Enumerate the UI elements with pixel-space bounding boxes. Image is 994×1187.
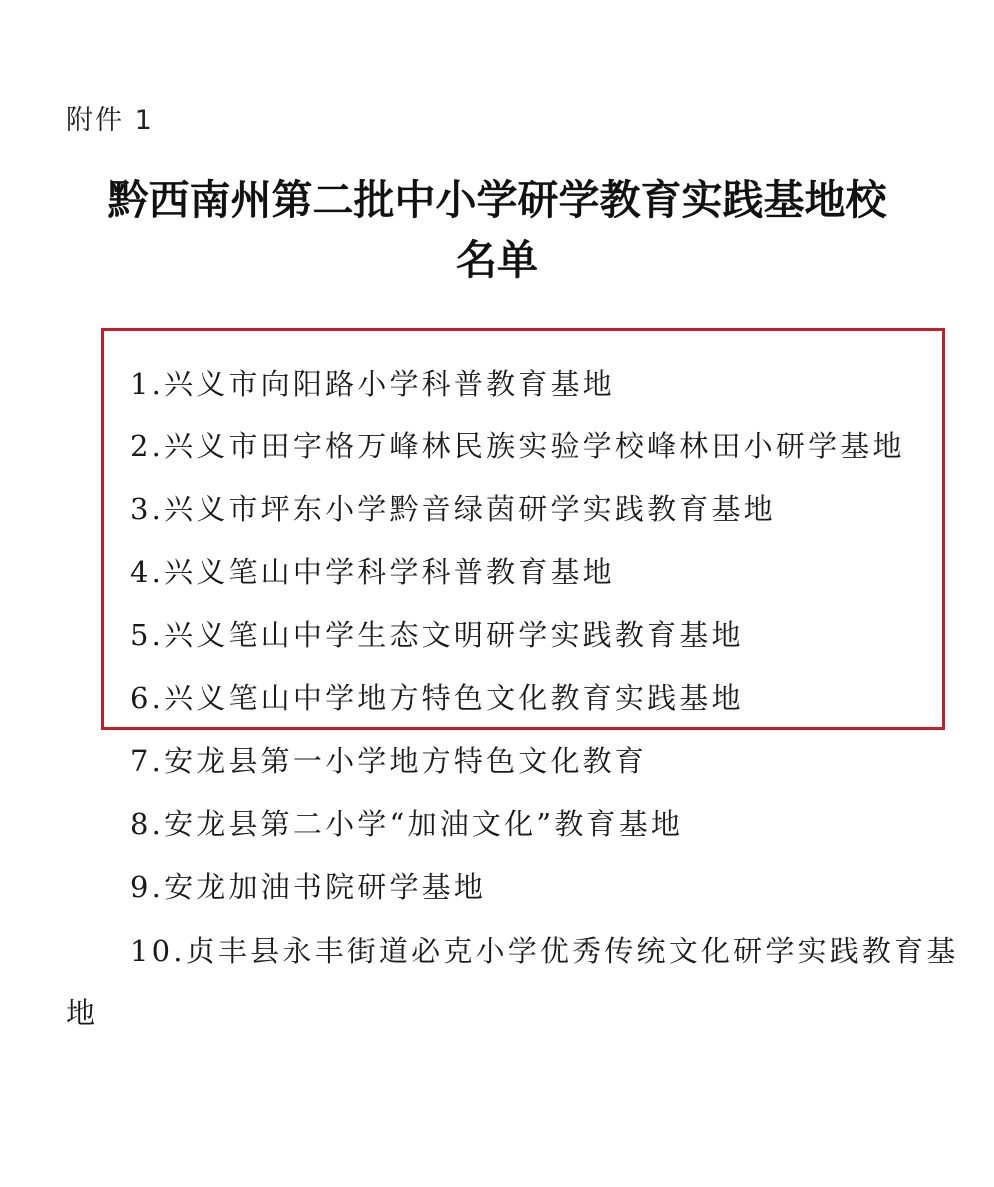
list-item: 2.兴义市田字格万峰林民族实验学校峰林田小研学基地 [130, 429, 905, 463]
list-item: 6.兴义笔山中学地方特色文化教育实践基地 [130, 681, 744, 715]
title-line-2: 名单 [456, 236, 538, 284]
list-item: 1.兴义市向阳路小学科普教育基地 [130, 367, 615, 401]
list-item: 10.贞丰县永丰街道必克小学优秀传统文化研学实践教育基地 [66, 934, 959, 1030]
list-item: 3.兴义市坪东小学黔音绿茵研学实践教育基地 [130, 492, 776, 526]
list-item: 5.兴义笔山中学生态文明研学实践教育基地 [130, 618, 744, 652]
list-item: 8.安龙县第二小学“加油文化”教育基地 [130, 807, 684, 841]
list-item: 4.兴义笔山中学科学科普教育基地 [130, 555, 615, 589]
document-title [40, 170, 954, 290]
title-line-1: 黔西南州第二批中小学研学教育实践基地校 [107, 176, 887, 224]
attachment-label: 附件 1 [66, 105, 154, 136]
list-item: 9.安龙加油书院研学基地 [130, 870, 487, 904]
list-item: 7.安龙县第一小学地方特色文化教育 [130, 744, 648, 778]
